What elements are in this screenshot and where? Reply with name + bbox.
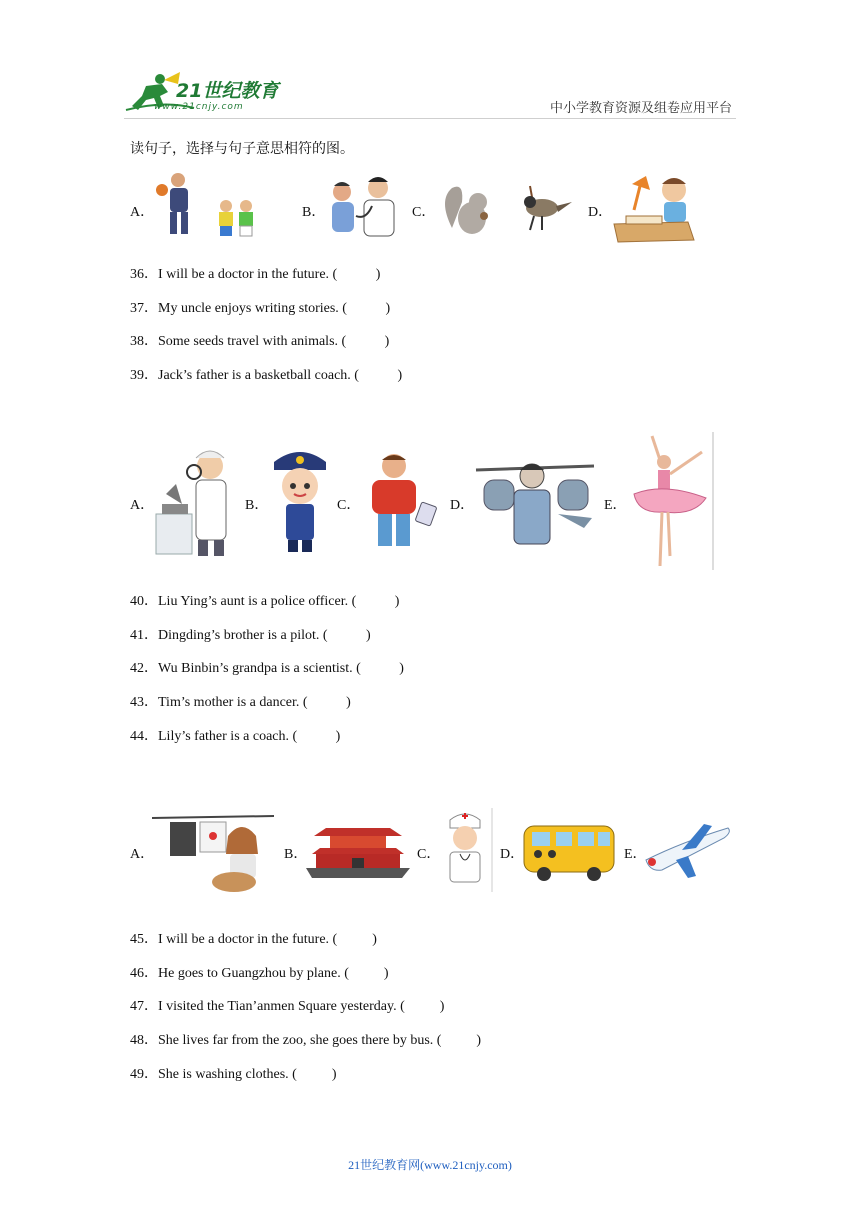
police-officer-icon <box>268 446 332 556</box>
header-divider <box>124 118 736 119</box>
logo-text: 21世纪教育 <box>176 80 279 102</box>
option-letter: C． <box>337 498 361 513</box>
dancer-icon <box>624 432 716 570</box>
question-42: 42．Wu Binbin’s grandpa is a scientist. ( ) <box>130 661 404 676</box>
question-45: 45．I will be a doctor in the future. ( ) <box>130 932 377 947</box>
option-letter: D． <box>450 498 475 513</box>
logo <box>124 70 294 114</box>
question-37: 37．My uncle enjoys writing stories. ( ) <box>130 301 391 316</box>
question-47: 47．I visited the Tian’anmen Square yesterday. ( ) <box>130 999 445 1014</box>
question-36: 36．I will be a doctor in the future. ( ) <box>130 267 381 282</box>
pilot-icon <box>474 458 596 546</box>
option-letter: B． <box>284 847 308 862</box>
question-40: 40．Liu Ying’s aunt is a police officer. ( ) <box>130 594 400 609</box>
basketball-coach-icon <box>154 170 258 242</box>
option-letter: C． <box>417 847 441 862</box>
question-38: 38．Some seeds travel with animals. ( ) <box>130 334 390 349</box>
question-44: 44．Lily’s father is a coach. ( ) <box>130 729 341 744</box>
logo-url: www.21cnjy.com <box>154 102 244 112</box>
bus-icon <box>522 822 616 882</box>
instruction: 读句子，选择与句子意思相符的图。 <box>130 141 354 157</box>
question-49: 49．She is washing clothes. ( ) <box>130 1067 337 1082</box>
question-43: 43．Tim’s mother is a dancer. ( ) <box>130 695 351 710</box>
plane-icon <box>642 820 732 880</box>
doctor-patient-icon <box>326 172 406 240</box>
option-letter: D． <box>588 205 613 220</box>
doctor-icon <box>436 808 494 892</box>
option-letter: A． <box>130 847 155 862</box>
question-41: 41．Dingding’s brother is a pilot. ( ) <box>130 628 371 643</box>
question-48: 48．She lives far from the zoo, she goes there by bus. ( ) <box>130 1033 482 1048</box>
tiananmen-icon <box>306 818 410 880</box>
option-letter: D． <box>500 847 525 862</box>
squirrel-bird-icon <box>438 180 574 240</box>
platform-name: 中小学教育资源及组卷应用平台 <box>549 101 732 116</box>
scientist-icon <box>152 444 242 560</box>
footer-link[interactable]: 21世纪教育网(www.21cnjy.com) <box>348 1158 512 1172</box>
writer-icon <box>612 170 696 246</box>
coach-icon <box>360 448 440 554</box>
washing-clothes-icon <box>150 810 276 896</box>
question-39: 39．Jack’s father is a basketball coach. ( ) <box>130 368 403 383</box>
option-letter: A． <box>130 498 155 513</box>
option-letter: E． <box>624 847 647 862</box>
question-46: 46．He goes to Guangzhou by plane. ( ) <box>130 966 389 981</box>
option-letter: A． <box>130 205 155 220</box>
option-letter: B． <box>245 498 269 513</box>
option-letter: C． <box>412 205 436 220</box>
option-letter: E． <box>604 498 627 513</box>
option-letter: B． <box>302 205 326 220</box>
